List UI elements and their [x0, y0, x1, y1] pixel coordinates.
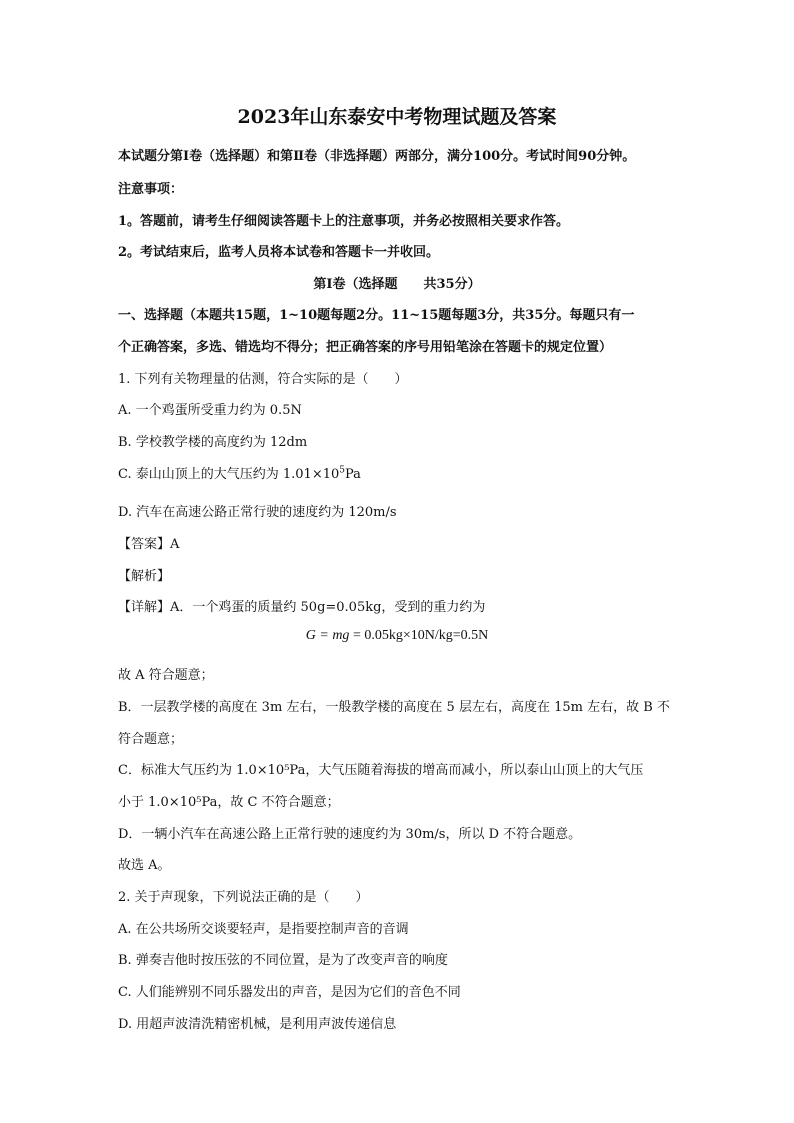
section-title: 第Ⅰ卷（选择题 共35分）: [313, 277, 481, 292]
explanation-c-line-1: C．标准大气压约为 1.0×10⁵Pa，大气压随着海拔的增高而减小，所以泰山山顶上的大气压: [118, 763, 644, 778]
option-c-unit: Pa: [345, 467, 361, 482]
option-c-text: C. 泰山山顶上的大气压约为 1.01×10: [118, 467, 340, 482]
conclusion-a: 故 A 符合题意；: [118, 668, 214, 683]
question-1-answer: 【答案】A: [118, 537, 180, 552]
question-1-option-d: D. 汽车在高速公路正常行驶的速度约为 120m/s: [118, 505, 397, 520]
question-1-stem: 1. 下列有关物理量的估测，符合实际的是（ ）: [118, 372, 408, 387]
section-description-line-1: 一、选择题（本题共15题，1~10题每题2分。11~15题每题3分，共35分。每题只有一: [118, 308, 635, 323]
final-choice: 故选 A。: [118, 858, 171, 873]
question-1-option-c: [118, 465, 694, 485]
option-c-exponent: 5: [339, 465, 345, 476]
question-1-analysis-heading: 【解析】: [118, 569, 171, 584]
question-2-option-c: C. 人们能辨别不同乐器发出的声音，是因为它们的音色不同: [118, 985, 461, 1000]
page-title: 2023年山东泰安中考物理试题及答案: [237, 106, 557, 128]
question-1-option-a: A. 一个鸡蛋所受重力约为 0.5N: [118, 403, 302, 418]
explanation-c-line-2: 小于 1.0×10⁵Pa，故 C 不符合题意；: [118, 795, 340, 810]
question-1-option-b: B. 学校教学楼的高度约为 12dm: [118, 435, 308, 450]
gravity-formula: [0, 625, 794, 647]
question-2-option-d: D. 用超声波清洗精密机械，是利用声波传递信息: [118, 1017, 397, 1032]
explanation-b-line-2: 符合题意；: [118, 732, 184, 747]
notice-item-1: 1。答题前，请考生仔细阅读答题卡上的注意事项，并务必按照相关要求作答。: [118, 214, 570, 229]
formula-rhs: = 0.05kg×10N/kg=0.5N: [349, 628, 489, 643]
explanation-d: D．一辆小汽车在高速公路上正常行驶的速度约为 30m/s，所以 D 不符合题意。: [118, 827, 582, 842]
question-2-stem: 2. 关于声现象，下列说法正确的是（ ）: [118, 890, 369, 905]
notice-heading: 注意事项：: [118, 182, 184, 197]
explanation-b-line-1: B．一层教学楼的高度在 3m 左右，一般教学楼的高度在 5 层左右，高度在 15m 左右，故 B 不: [118, 700, 670, 715]
formula-lhs: G = mg: [305, 628, 350, 643]
question-2-option-a: A. 在公共场所交谈要轻声，是指要控制声音的音调: [118, 922, 409, 937]
intro-text: 本试题分第Ⅰ卷（选择题）和第Ⅱ卷（非选择题）两部分，满分100分。考试时间90分钟。: [118, 149, 636, 164]
question-2-option-b: B. 弹奏吉他时按压弦的不同位置，是为了改变声音的响度: [118, 953, 448, 968]
question-1-detail: 【详解】A．一个鸡蛋的质量约 50g=0.05kg，受到的重力约为: [118, 600, 486, 615]
section-description-line-2: 个正确答案，多选、错选均不得分；把正确答案的序号用铅笔涂在答题卡的规定位置）: [118, 340, 613, 355]
notice-item-2: 2。考试结束后，监考人员将本试卷和答题卡一并收回。: [118, 245, 440, 260]
